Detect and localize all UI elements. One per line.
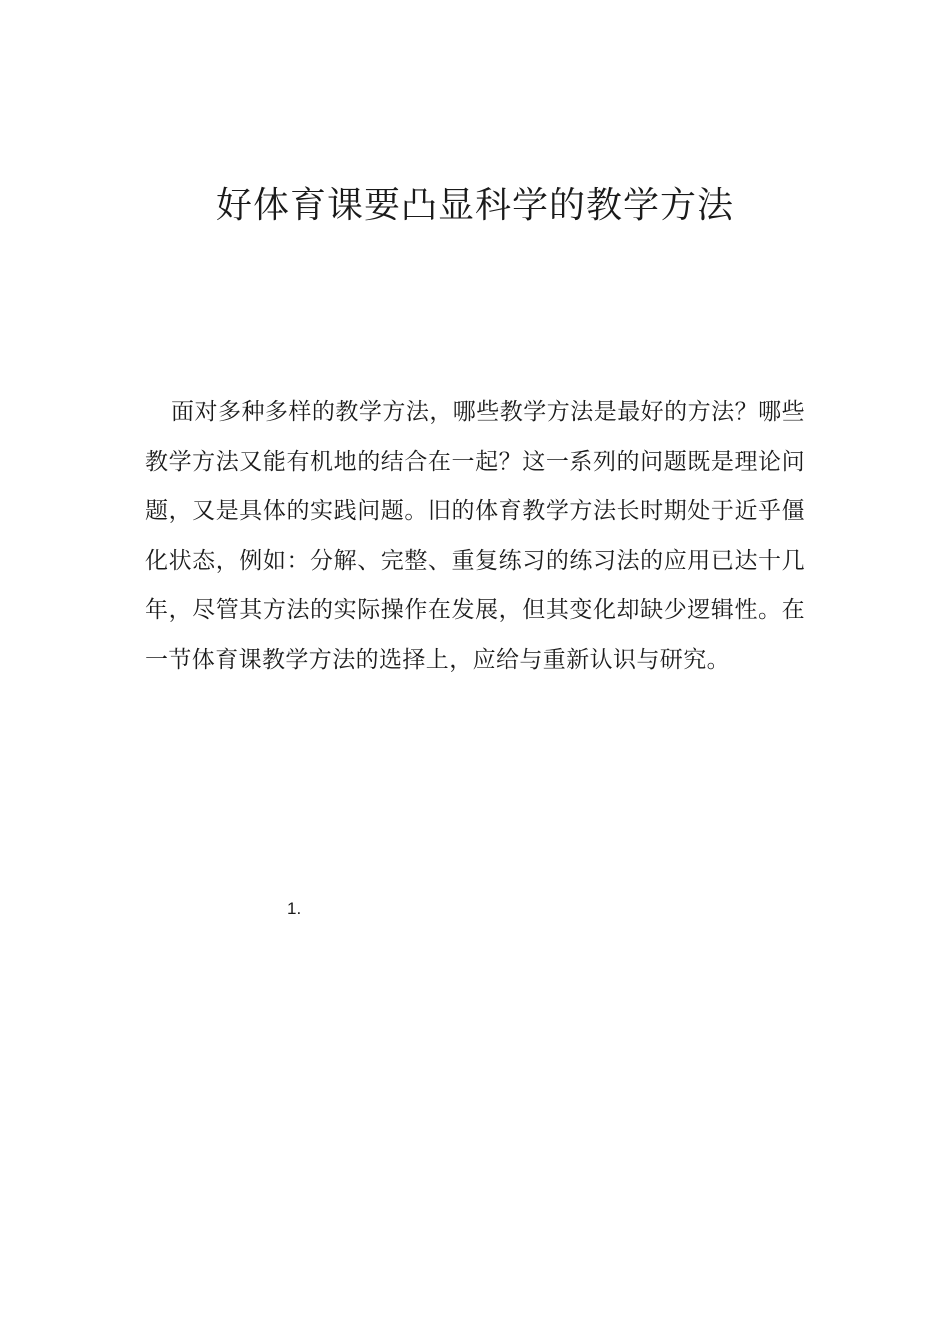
list-number-marker: 1. [287,899,302,918]
document-title: 好体育课要凸显科学的教学方法 [215,185,734,226]
body-paragraph: 面对多种多样的教学方法，哪些教学方法是最好的方法？哪些教学方法又能有机地的结合在一起？这一系列的问题既是理论问题，又是具体的实践问题。旧的体育教学方法长时期处于近乎僵化状态，例如：分解、完整、重复练习的练习法的应用已达十几年，尽管其方法的实际操作在发展，但其变化却缺少逻辑性。在一节体育课教学方法的选择上，应给与重新认识与研究。 [145,399,805,673]
